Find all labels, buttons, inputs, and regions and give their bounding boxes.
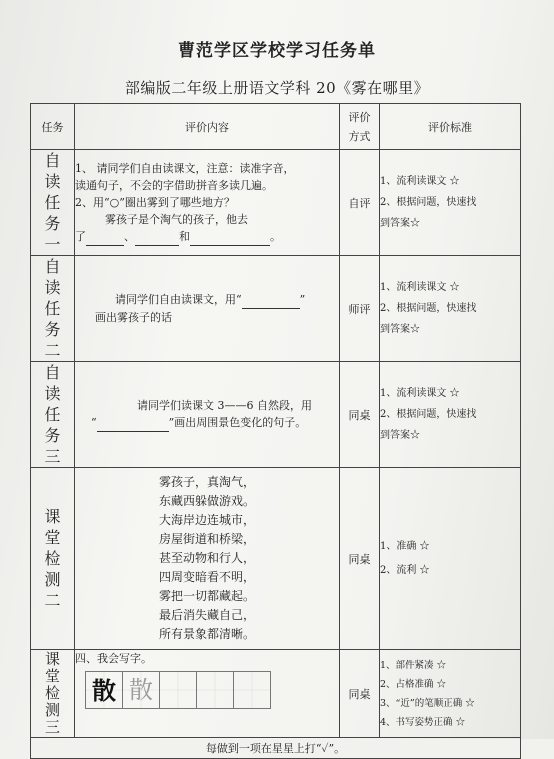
method-value: 师评: [340, 256, 380, 362]
content-line: 请同学们读课文 3——6 自然段，用: [137, 399, 312, 412]
task-label: 自 读 任 务 三: [31, 362, 75, 468]
criteria-item: 2、根据问题，快速找: [380, 197, 477, 208]
task-label: 课 堂 检 测 二: [31, 468, 75, 650]
criteria-list: [380, 362, 521, 468]
task-label: 自 读 任 务 一: [31, 150, 75, 256]
task-content: [75, 650, 340, 738]
criteria-item: 1、流利读课文 ☆: [380, 388, 460, 399]
content-line: 请同学们自由读课文，用“ ”: [95, 291, 339, 309]
writing-grid: [85, 671, 339, 709]
task-content: [75, 362, 340, 468]
criteria-item: 2、占格准确 ☆: [380, 678, 447, 690]
criteria-item: 4、书写姿势正确 ☆: [380, 716, 466, 728]
task-content: [75, 256, 340, 362]
content-line: 画出雾孩子的话: [95, 311, 172, 324]
criteria-item: 到答案☆: [380, 218, 420, 229]
criteria-list: [380, 150, 521, 256]
underline-symbol: [242, 291, 300, 309]
criteria-item: 2、根据问题，快速找: [380, 409, 477, 420]
criteria-item: 3、“近”的笔顺正确 ☆: [380, 697, 475, 709]
writing-cell[interactable]: [159, 671, 197, 709]
table-row: [31, 468, 521, 650]
poem-line: 东藏西躲做游戏。: [158, 494, 255, 508]
criteria-item: 1、流利读课文 ☆: [380, 176, 460, 187]
poem-line: 最后消失藏自己，: [158, 608, 255, 622]
task-content: [75, 150, 340, 256]
content-line: 雾孩子是个淘气的孩子，他去: [105, 212, 248, 226]
table-row: [31, 650, 521, 738]
criteria-list: [380, 650, 521, 738]
poem-line: 大海岸边连城市，: [158, 513, 255, 527]
page-subtitle: 部编版二年级上册语文学科 20《雾在哪里》: [124, 79, 430, 97]
header-method-line2: 方式: [348, 129, 371, 143]
criteria-item: 1、部件紧凑 ☆: [380, 659, 447, 671]
criteria-list: [380, 468, 521, 650]
poem-line: 所有景象都清晰。: [158, 627, 255, 641]
criteria-item: 1、准确 ☆: [380, 540, 430, 552]
answer-blank-1[interactable]: [86, 228, 124, 246]
header-method-line1: 评价: [348, 110, 371, 124]
poem-line: 雾孩子，真淘气，: [158, 475, 255, 489]
criteria-list: [380, 256, 521, 362]
poem-line: 房屋街道和桥梁，: [158, 532, 255, 546]
footer-row: [31, 738, 521, 759]
model-character-cell: 散: [85, 671, 123, 709]
header-content: 评价内容: [75, 104, 340, 150]
method-value: 自评: [340, 150, 380, 256]
method-value: 同桌: [340, 362, 380, 468]
criteria-item: 2、流利 ☆: [380, 564, 430, 576]
task-label: 课 堂 检 测 三: [31, 650, 75, 738]
header-method: [340, 104, 380, 150]
poem-block: [75, 468, 340, 650]
method-value: 同桌: [340, 650, 380, 738]
table-header-row: [31, 104, 521, 150]
table-row: [31, 256, 521, 362]
criteria-item: 2、根据问题，快速找: [380, 303, 477, 314]
criteria-item: 1、流利读课文 ☆: [380, 282, 460, 293]
content-line: 2、用“○”圈出雾到了哪些地方？: [75, 195, 235, 209]
header-criteria: 评价标准: [380, 104, 521, 150]
fill-blank-line: 了 、 和 。: [75, 228, 339, 246]
underline-symbol: [97, 414, 169, 432]
trace-character-cell: 散: [122, 671, 160, 709]
content-line: 四、我会写字。: [75, 652, 152, 665]
content-line: “ ”画出周围景色变化的句子。: [91, 414, 339, 432]
content-line: 1、 请同学们自由读课文，注意：读准字音，: [75, 161, 295, 175]
criteria-item: 到答案☆: [380, 324, 420, 335]
writing-cell[interactable]: [196, 671, 234, 709]
poem-line: 四周变暗看不明，: [158, 570, 255, 584]
poem-line: 雾把一切都藏起。: [158, 589, 255, 603]
footer-note: 每做到一项在星星上打“✓”。: [31, 738, 521, 759]
answer-blank-3[interactable]: [190, 228, 270, 246]
task-label: 自 读 任 务 二: [31, 256, 75, 362]
table-row: [31, 150, 521, 256]
table-row: [31, 362, 521, 468]
header-task: 任务: [31, 104, 75, 150]
content-line: 读通句子，不会的字借助拼音多读几遍。: [75, 178, 273, 192]
poem-line: 甚至动物和行人，: [158, 551, 255, 565]
page-title: 曹范学区学校学习任务单: [178, 41, 376, 61]
writing-cell[interactable]: [233, 671, 271, 709]
task-table: [30, 103, 521, 759]
method-value: 同桌: [340, 468, 380, 650]
answer-blank-2[interactable]: [135, 228, 179, 246]
criteria-item: 到答案☆: [380, 430, 420, 441]
